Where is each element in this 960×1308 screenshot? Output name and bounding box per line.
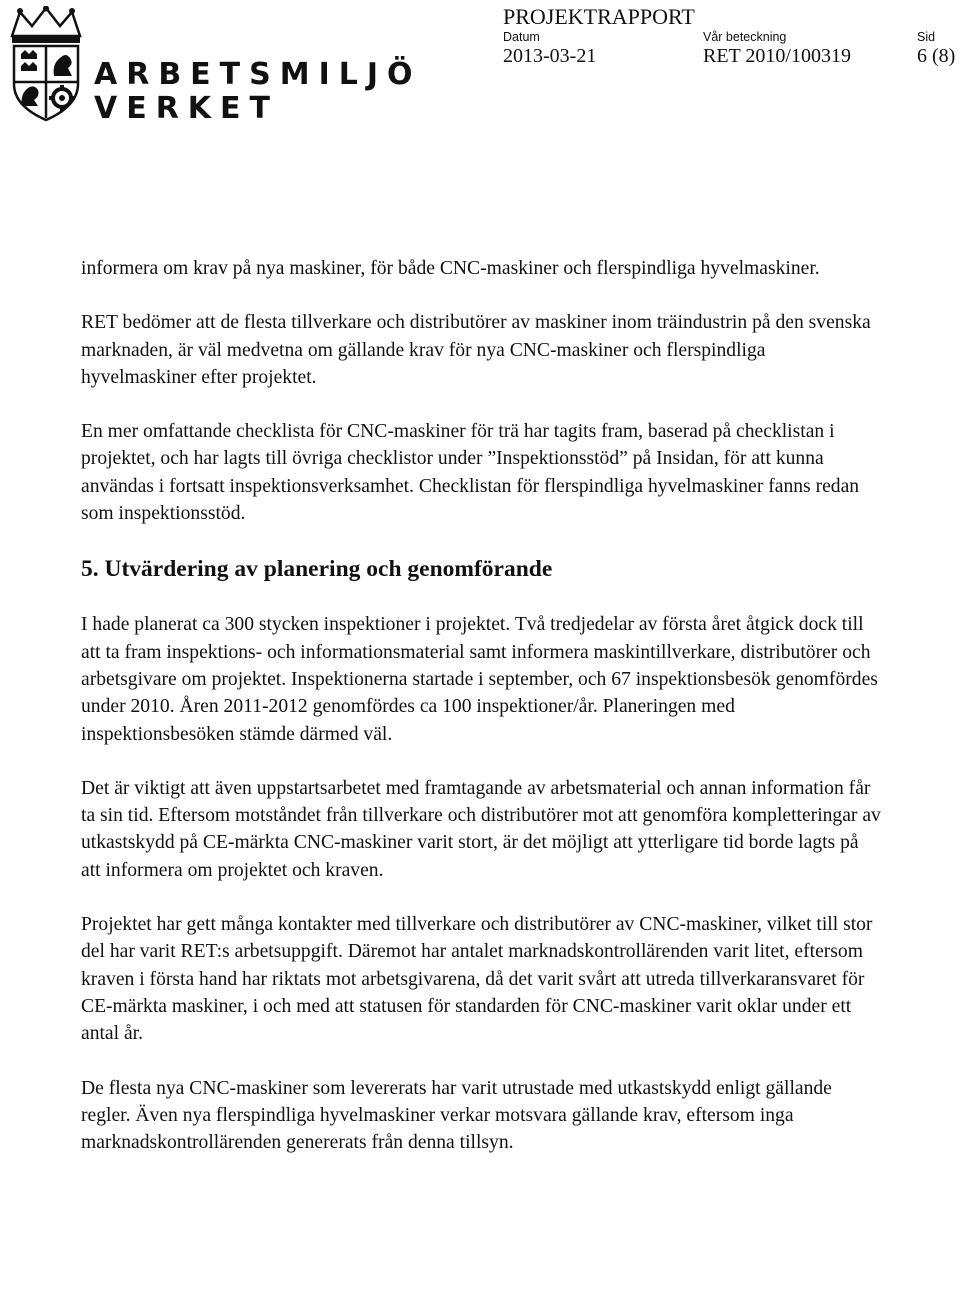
document-body [81,255,881,1183]
paragraph-7: De flesta nya CNC-maskiner som levererats har varit utrustade med utkastskydd enligt gällande regler. Även nya flerspindliga hyvelmaskiner verkar motsvara gällande krav, eftersom inga marknadskontrollärenden genererats från denna tillsyn. [81,1077,832,1154]
page-number: 6 (8) [917,45,956,67]
paragraph-6: Projektet har gett många kontakter med tillverkare och distributörer av CNC-maskiner, vilket till stor del har varit RET:s arbetsuppgift. Däremot har antalet marknadskontrollärenden varit litet, eftersom kraven i första hand har riktats mot arbetsgivarena, då det varit svårt att utreda tillverkaransvaret för CE-märkta maskiner, i och med att statusen för standarden för CNC-maskiner varit oklar under ett antal år. [81,914,873,1045]
date-value: 2013-03-21 [503,45,597,67]
date-label: Datum [503,30,540,44]
paragraph-2: RET bedömer att de flesta tillverkare och distributörer av maskiner inom träindustrin på den svenska marknaden, är väl medvetna om gällande krav för nya CNC-maskiner och flerspindliga hyvelmaskiner efter projektet. [81,312,871,388]
reference-label: Vår beteckning [703,30,787,44]
section-heading: 5. Utvärdering av planering och genomförande [81,556,553,583]
paragraph-5: Det är viktigt att även uppstartsarbetet med framtagande av arbetsmaterial och annan information får ta sin tid. Eftersom motståndet från tillverkare och distributörer mot att genomföra kompletteringar av utkastskydd på CE-märkta CNC-maskiner varit stort, är det möjligt att ytterligare tid borde lagts på att informera om projektet och kraven. [81,777,881,881]
document-type-title: PROJEKTRAPPORT [503,4,695,29]
agency-logo [6,6,422,126]
logo-wordmark-line1: ARBETSMILJÖ [94,57,422,92]
paragraph-1: informera om krav på nya maskiner, för både CNC-maskiner och flerspindliga hyvelmaskiner. [81,258,820,279]
paragraph-3: En mer omfattande checklista för CNC-maskiner för trä har tagits fram, baserad på checklistan i projektet, och har lagts till övriga checklistor under ”Inspektionsstöd” på Insidan, för att kunna användas i fortsatt inspektionsverksamhet. Checklistan för flerspindliga hyvelmaskiner fanns redan som inspektionsstöd. [81,421,860,525]
page-label: Sid [917,30,936,44]
reference-value: RET 2010/100319 [703,45,851,67]
paragraph-4: I hade planerat ca 300 stycken inspektioner i projektet. Två tredjedelar av första året åtgick dock till att ta fram inspektions- och informationsmaterial samt informera maskintillverkare, distributörer och arbetsgivare om projektet. Inspektionerna startade i september, och 67 inspektionsbesök genomfördes under 2010. Åren 2011-2012 genomfördes ca 100 inspektioner/år. Planeringen med inspektionsbesöken stämde därmed väl. [81,614,878,745]
logo-wordmark-line2: VERKET [94,91,280,126]
crown-crest-icon [6,6,86,124]
